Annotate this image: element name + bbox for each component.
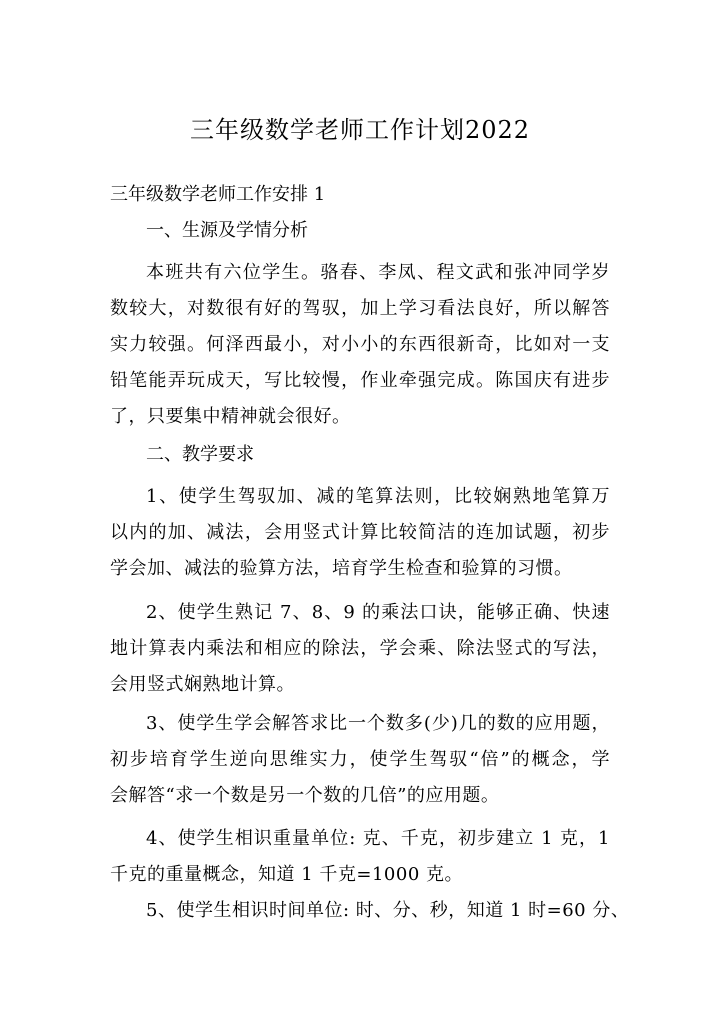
paragraph-line: 了，只要集中精神就会很好。 bbox=[110, 406, 351, 427]
paragraph-line: 本班共有六位学生。骆春、李凤、程文武和张冲同学岁 bbox=[146, 262, 610, 283]
paragraph-line: 以内的加、减法，会用竖式计算比较简洁的连加试题，初步 bbox=[110, 522, 610, 543]
paragraph-line: 3、使学生学会解答求比一个数多(少)几的数的应用题， bbox=[146, 713, 610, 734]
paragraph-line: 会用竖式娴熟地计算。 bbox=[110, 674, 295, 695]
paragraph-line: 4、使学生相识重量单位: 克、千克，初步建立 1 克，1 bbox=[146, 828, 610, 849]
section-heading-requirements: 二、教学要求 bbox=[146, 444, 254, 465]
paragraph-line: 实力较强。何泽西最小，对小小的东西很新奇，比如对一支 bbox=[110, 334, 610, 355]
paragraph-line: 2、使学生熟记 7、8、9 的乘法口诀，能够正确、快速 bbox=[146, 602, 610, 623]
document-title: 三年级数学老师工作计划2022 bbox=[189, 116, 531, 144]
paragraph-line: 1、使学生驾驭加、减的笔算法则，比较娴熟地笔算万 bbox=[146, 486, 610, 507]
requirement-item-2 bbox=[110, 595, 610, 703]
paragraph-line: 地计算表内乘法和相应的除法，学会乘、除法竖式的写法， bbox=[110, 638, 610, 659]
requirement-item-4 bbox=[110, 821, 610, 893]
paragraph-line: 学会加、减法的验算方法，培育学生检查和验算的习惯。 bbox=[110, 558, 573, 579]
paragraph-line: 铅笔能弄玩成天，写比较慢，作业牵强完成。陈国庆有进步 bbox=[110, 370, 610, 391]
paragraph-line: 初步培育学生逆向思维实力，使学生驾驭“倍”的概念，学 bbox=[110, 749, 610, 770]
requirement-item-5 bbox=[110, 893, 630, 929]
paragraph-line: 5、使学生相识时间单位: 时、分、秒，知道 1 时=60 分、 bbox=[146, 900, 630, 921]
requirement-item-3 bbox=[110, 706, 610, 814]
section-heading-analysis: 一、生源及学情分析 bbox=[146, 220, 308, 241]
paragraph-line: 数较大，对数很有好的驾驭，加上学习看法良好，所以解答 bbox=[110, 298, 610, 319]
paragraph-line: 会解答“求一个数是另一个数的几倍”的应用题。 bbox=[110, 785, 500, 806]
document-subtitle: 三年级数学老师工作安排 1 bbox=[110, 184, 326, 205]
paragraph-student-analysis bbox=[110, 255, 610, 435]
paragraph-line: 千克的重量概念，知道 1 千克=1000 克。 bbox=[110, 864, 464, 885]
requirement-item-1 bbox=[110, 479, 610, 587]
